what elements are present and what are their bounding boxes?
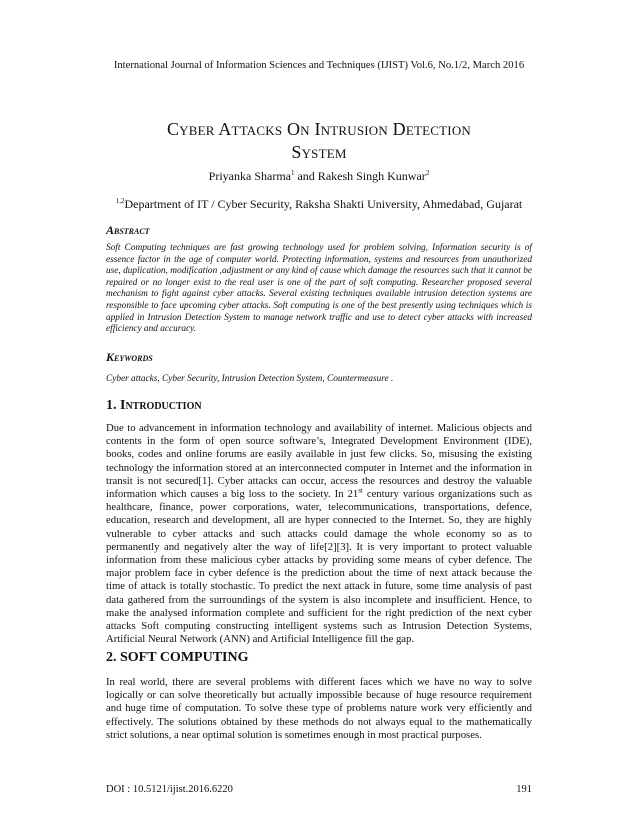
page-number: 191 (516, 784, 532, 795)
keywords-text: Cyber attacks, Cyber Security, Intrusion Detection System, Countermeasure . (106, 374, 394, 384)
section-2-heading: 2. SOFT COMPUTING (106, 650, 249, 665)
footer-doi: DOI : 10.5121/ijist.2016.6220 (106, 784, 233, 795)
title-line-2: System (291, 142, 347, 162)
author-2: and Rakesh Singh Kunwar (294, 169, 426, 183)
section-1-text-a: Due to advancement in information technology and availability of internet. Malicious objects and contents in the form of open source software’s, Integrated Development Environment (IDE), books, codes and online forums are easily available in just few clicks. So, misusing the existing technology the information stored at an interconnected computer in Internet and the information in transit is not secured[1]. Cyber attacks can occur, access the resources and destroy the valuable information which causes a big loss to the society. In 21 (106, 422, 532, 501)
journal-header: International Journal of Information Sciences and Techniques (IJIST) Vol.6, No.1/2, March 2016 (113, 60, 525, 71)
affiliation-sup: 1,2 (115, 197, 125, 205)
authors (0, 169, 638, 184)
section-1-body (106, 422, 532, 646)
affiliation-text: Department of IT / Cyber Security, Raksha Shakti University, Ahmedabad, Gujarat (124, 197, 523, 211)
abstract-text: Soft Computing techniques are fast growing technology used for problem solving, Information security is of essence factor in the age of computer world. Protecting information, systems and resources from unauthorized use, duplication, modification ,adjustment or any kind of cause which damage the resources such that it cannot be repaired or no longer exist to the real user is one of the part of soft computing. Researcher proposed several mechanism to fight against cyber attacks. Several existing techniques available intrusion detection systems are responsible to face upcoming cyber attacks. Soft computing is one of the best presently using techniques which is applied in Intrusion Detection System to manage network traffic and use to detect cyber attacks with increased efficiency and accuracy. (106, 243, 532, 335)
keywords-heading: Keywords (106, 350, 153, 364)
section-2-body: In real world, there are several problems with different faces which we have no way to solve logically or can solve theoretically but actually impossible because of huge resource requirement and huge time of computation. To solve these type of problems nature work very efficiently and effectively. The solutions obtained by these methods do not always equal to the mathematically strict solutions, a near optimal solution is sometimes enough in most practical purposes. (106, 676, 532, 741)
section-1-text-b: century various organizations such as healthcare, finance, power corporations, water, telecommunications, transportations, defence, education, research and development, all are hyper connected to the Internet. So, they are highly vulnerable to cyber attacks and such attacks could damage the whole economy so as to permanently and negatively alter the way of life[2][3]. It is very important to protect valuable information from these malicious cyber attacks by providing some means of cyber defence. The major problem face in cyber defence is the prediction about the time of next attack because the time of attack is totally stochastic. To predict the next attack in future, some time analysis of past data gathered from the surroundings of the system is also incomplete and insufficient. Hence, to make the analysed information complete and sufficient for the right prediction of the next cyber attacks Soft computing constructing intelligent systems such as Intrusion Detection Systems, Artificial Neural Network (ANN) and Artificial Intelligence fill the gap. (106, 488, 532, 646)
author-1: Priyanka Sharma (208, 169, 291, 183)
paper-title (0, 118, 638, 164)
page-footer (106, 784, 532, 795)
affiliation (0, 197, 638, 212)
author-2-sup: 2 (425, 169, 430, 177)
section-1-sup: st (358, 486, 363, 495)
section-1-heading: 1. Introduction (106, 398, 202, 413)
abstract-heading: Abstract (106, 223, 150, 237)
author-1-sup: 1 (290, 169, 295, 177)
title-line-1: Cyber Attacks On Intrusion Detection (166, 119, 472, 139)
